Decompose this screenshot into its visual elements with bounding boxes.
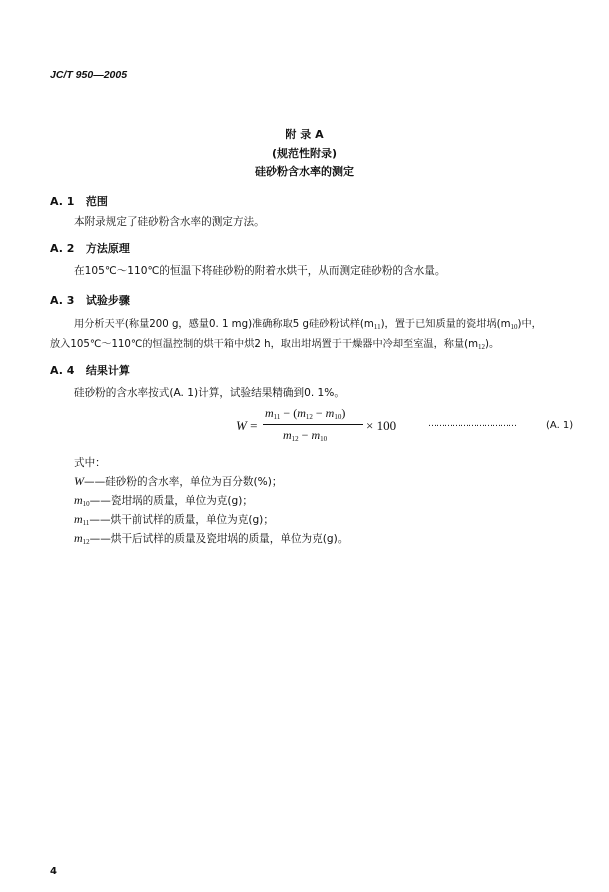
formula-m: m [265,406,274,420]
section-a4-text: 硅砂粉的含水率按式(A. 1)计算，试验结果精确到0. 1%。 [74,387,345,399]
a3-subscript: 11 [373,323,381,331]
formula-m: m [325,406,335,420]
formula-subscript: 12 [305,413,313,421]
formula-m: m [311,428,321,442]
where-item-m10 [74,493,253,508]
formula-subscript: 10 [320,435,328,443]
a3-subscript: 12 [478,343,486,351]
fraction-bar [263,424,363,425]
section-a2-heading [50,240,130,256]
document-header: JC/T 950—2005 [50,69,128,81]
formula-m: m [283,428,292,442]
where-subscript: 12 [82,538,90,546]
where-symbol: m [74,512,83,526]
a3-text-part: )。 [485,339,500,350]
formula-numerator [265,406,345,421]
formula-subscript: 10 [334,413,342,421]
formula-reference: (A. 1) [546,420,574,431]
where-symbol: m [74,531,83,545]
section-a3-line-2 [50,335,499,351]
section-a4-number: A. 4 [50,364,75,377]
a3-subscript: 10 [510,323,518,331]
where-description: ——瓷坩埚的质量，单位为克(g)； [89,495,253,507]
formula-operator: − [298,428,312,442]
section-a2-text: 在105℃～110℃的恒温下将硅砂粉的附着水烘干，从而测定硅砂粉的含水量。 [74,265,446,277]
where-subscript: 10 [82,500,90,508]
formula-operator: − ( [280,406,298,420]
appendix-title: 硅砂粉含水率的测定 [255,165,354,178]
section-a3-number: A. 3 [50,294,75,307]
section-a2-title: 方法原理 [85,242,130,255]
section-a3-title: 试验步骤 [85,294,130,307]
formula-subscript: 11 [273,413,281,421]
where-symbol: W [74,474,84,488]
formula-symbol-w: W [236,418,247,433]
section-a1-title: 范围 [85,195,108,208]
formula-equals: = [250,418,258,433]
a3-text-part: 放入105℃～110℃的恒温控制的烘干箱中烘2 h，取出坩埚置于干燥器中冷却至室温，称量(m [50,339,479,350]
section-a1-text: 本附录规定了硅砂粉含水率的测定方法。 [74,216,265,228]
where-description: ——烘干前试样的质量，单位为克(g)； [89,514,274,526]
a3-text-part: )，置于已知质量的瓷坩埚(m [380,319,511,330]
formula-multiplier: × 100 [366,418,397,433]
where-description: ——硅砂粉的含水率，单位为百分数(%)； [84,476,283,488]
formula-operator: ) [341,406,346,420]
appendix-type: (规范性附录) [271,147,338,160]
formula-leader-dots: …………………………… [428,419,516,429]
formula-lhs [236,418,257,434]
a3-text-part: )中， [517,319,542,330]
section-a2-number: A. 2 [50,242,75,255]
where-description: ——烘干后试样的质量及瓷坩埚的质量，单位为克(g)。 [89,533,349,545]
where-subscript: 11 [82,519,90,527]
section-a1-heading [50,193,108,209]
where-item-m12 [74,531,348,546]
section-a4-heading [50,362,130,378]
appendix-label: 附 录 A [285,128,324,141]
section-a1-number: A. 1 [50,195,75,208]
formula-operator: − [312,406,326,420]
formula-subscript: 12 [291,435,299,443]
section-a3-heading [50,292,130,308]
where-label: 式中： [74,457,106,469]
formula-denominator [283,428,327,443]
formula-m: m [297,406,306,420]
a3-text-part: 用分析天平(称量200 g，感量0. 1 mg)准确称取5 g硅砂粉试样(m [74,319,374,330]
where-item-m11 [74,512,274,527]
where-item-w [74,474,282,489]
section-a4-title: 结果计算 [85,364,130,377]
where-symbol: m [74,493,83,507]
section-a3-line-1 [74,315,542,331]
page-number: 4 [50,866,57,877]
